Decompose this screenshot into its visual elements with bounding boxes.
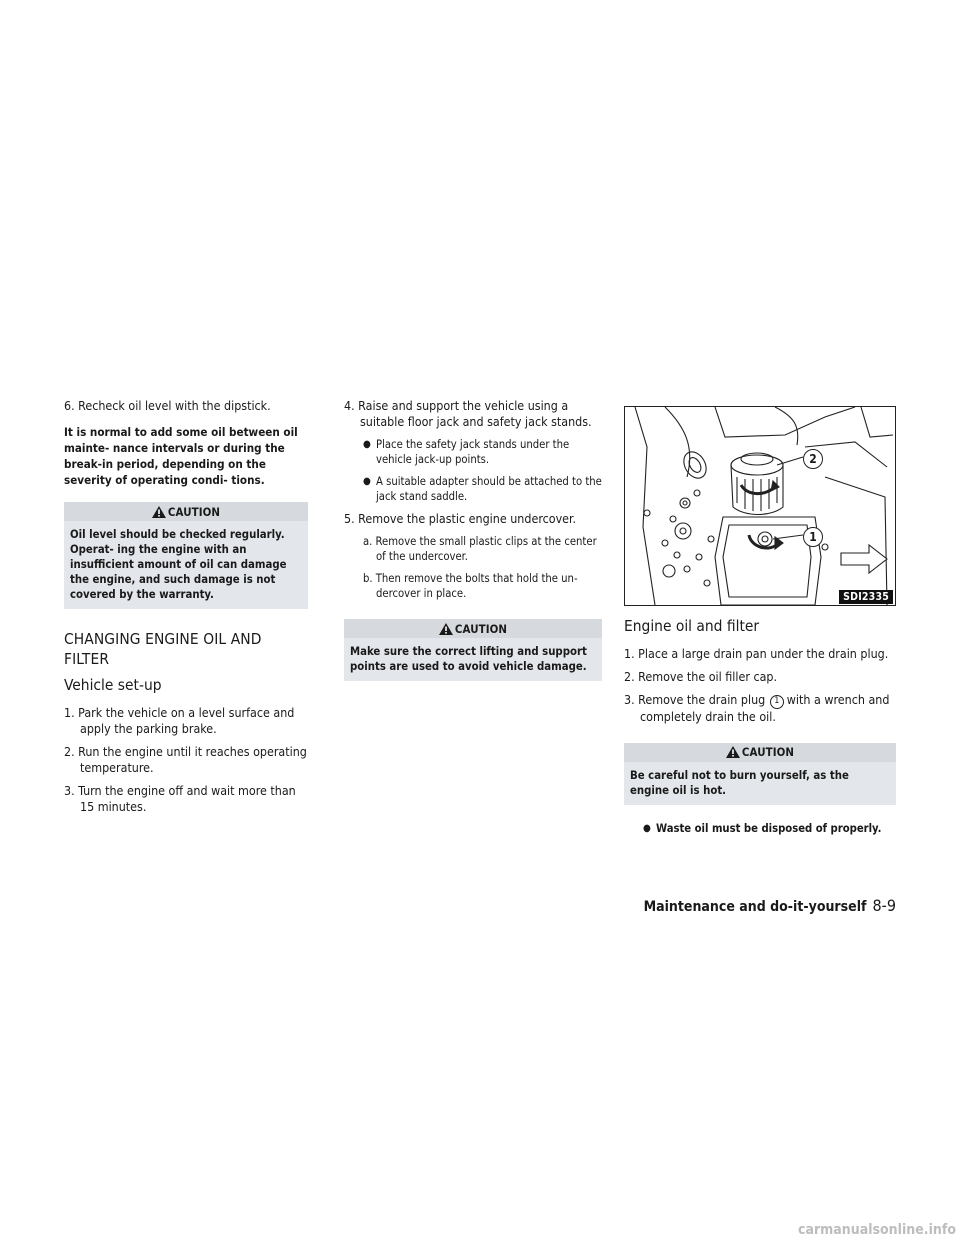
note-text: It is normal to add some oil between oil mainte- nance intervals or during the break-in period, depending on the severity of operating condi- tions. — [64, 425, 298, 487]
caution-box-3 — [624, 743, 896, 805]
oil-step-1: 1. Place a large drain pan under the drain plug. — [624, 646, 889, 661]
oil-step-3-text: with a wrench and completely drain the oil. — [640, 692, 890, 724]
column-right — [624, 406, 896, 843]
substep-a: a. Remove the small plastic clips at the center of the undercover. — [363, 535, 597, 563]
caution-header — [344, 619, 602, 638]
figure-code: SDI2335 — [839, 590, 893, 604]
caution-text: Be careful not to burn yourself, as the engine oil is hot. — [630, 768, 849, 797]
caution-label: CAUTION — [741, 745, 795, 759]
bullet-item — [624, 821, 896, 836]
oil-step-3-text: 3. Remove the drain plug — [624, 692, 766, 707]
caution-label: CAUTION — [167, 504, 221, 519]
callout-2: 2 — [803, 449, 823, 469]
bullet-text: A suitable adapter should be attached to the jack stand saddle. — [376, 475, 602, 503]
caution-header — [64, 502, 308, 521]
bullet-item — [344, 437, 602, 467]
bullet-text: Waste oil must be disposed of properly. — [656, 821, 882, 835]
oil-step-2: 2. Remove the oil filler cap. — [624, 669, 778, 684]
section-heading: CHANGING ENGINE OIL AND FILTER — [64, 630, 262, 668]
bullet-dot-icon: ● — [363, 439, 371, 450]
subsection-heading: Vehicle set-up — [64, 676, 162, 694]
substep-b: b. Then remove the bolts that hold the un- dercover in place. — [363, 572, 578, 600]
warning-triangle-icon — [726, 746, 740, 758]
bullet-dot-icon: ● — [643, 822, 651, 834]
caution-text: Make sure the correct lifting and support points are used to avoid vehicle damage. — [350, 645, 587, 673]
setup-step-5: 5. Remove the plastic engine undercover. — [344, 511, 577, 526]
setup-step-2: 2. Run the engine until it reaches operating temperature. — [64, 744, 307, 775]
column-middle — [344, 398, 602, 697]
setup-step-4: 4. Raise and support the vehicle using a suitable floor jack and safety jack stands. — [344, 398, 592, 429]
column-left — [64, 398, 308, 822]
bullet-dot-icon: ● — [363, 476, 371, 487]
subsection-heading-oil: Engine oil and filter — [624, 617, 760, 635]
warning-triangle-icon — [152, 506, 166, 518]
caution-box-2 — [344, 619, 602, 681]
bullet-text: Place the safety jack stands under the vehicle jack-up points. — [376, 438, 570, 466]
engine-oil-illustration — [624, 406, 896, 606]
setup-step-3: 3. Turn the engine off and wait more than 15 minutes. — [64, 783, 296, 814]
caution-label: CAUTION — [454, 621, 508, 636]
bullet-item — [344, 474, 602, 504]
setup-step-1: 1. Park the vehicle on a level surface and apply the parking brake. — [64, 705, 295, 736]
warning-triangle-icon — [439, 623, 453, 635]
caution-box-1 — [64, 502, 308, 609]
step-6: 6. Recheck oil level with the dipstick. — [64, 398, 271, 413]
watermark: carmanualsonline.info — [797, 1222, 956, 1238]
callout-ref-1: 1 — [770, 695, 784, 709]
caution-text: Oil level should be checked regularly. Operat- ing the engine with an insufficient amount of oil can damage the engine, and such damage is not covered by the warranty. — [70, 528, 287, 601]
caution-header — [624, 743, 896, 762]
page-number: 8-9 — [872, 896, 896, 915]
oil-step-3 — [624, 692, 896, 725]
engine-drawing — [625, 407, 895, 605]
page-footer — [644, 896, 896, 915]
callout-1: 1 — [803, 527, 823, 547]
footer-section-title: Maintenance and do-it-yourself — [643, 899, 867, 915]
